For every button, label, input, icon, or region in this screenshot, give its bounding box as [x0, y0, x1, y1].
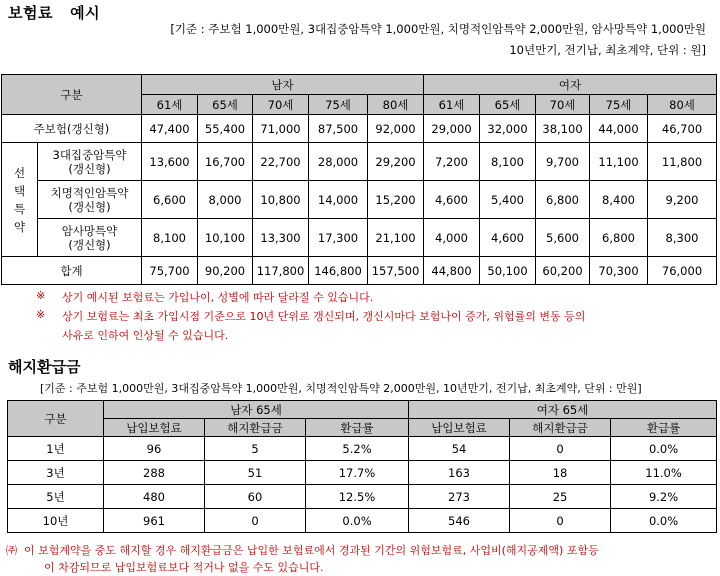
- cell: 28,000: [309, 143, 368, 181]
- cell: 44,800: [424, 257, 480, 285]
- cell: 55,400: [198, 115, 253, 143]
- header-category: 구분: [8, 401, 104, 437]
- cell: 10,800: [253, 181, 309, 219]
- subheader: 환급률: [306, 419, 409, 437]
- table-row: [8, 461, 717, 485]
- cell: 10,100: [198, 219, 253, 257]
- subheader: 납입보험료: [104, 419, 205, 437]
- subheader: 해지환급금: [205, 419, 306, 437]
- cell: 8,300: [648, 219, 717, 257]
- cell: 96: [104, 437, 205, 461]
- cell: 6,600: [142, 181, 198, 219]
- cell: 5.2%: [306, 437, 409, 461]
- cell: 8,100: [142, 219, 198, 257]
- char: 택: [13, 183, 26, 198]
- cell: 29,200: [368, 143, 424, 181]
- cell: 71,000: [253, 115, 309, 143]
- subheader: 해지환급금: [510, 419, 611, 437]
- row-label: 5년: [8, 485, 104, 509]
- cell: 38,100: [536, 115, 590, 143]
- subheader: 납입보험료: [409, 419, 510, 437]
- table-row: [8, 485, 717, 509]
- cell: 4,600: [424, 181, 480, 219]
- cell: 5: [205, 437, 306, 461]
- cell: 8,400: [590, 181, 648, 219]
- header-female: 여자: [424, 75, 717, 95]
- row-label: [38, 181, 142, 219]
- age-header: 80세: [368, 95, 424, 115]
- cell: 87,500: [309, 115, 368, 143]
- cell: 17,300: [309, 219, 368, 257]
- age-header: 75세: [590, 95, 648, 115]
- char: 약: [13, 219, 26, 234]
- cell: 273: [409, 485, 510, 509]
- cell: 51: [205, 461, 306, 485]
- cell: 90,200: [198, 257, 253, 285]
- cell: 50,100: [480, 257, 536, 285]
- header-female-65: 여자 65세: [409, 401, 717, 419]
- cell: 47,400: [142, 115, 198, 143]
- cell: 60: [205, 485, 306, 509]
- cell: 22,700: [253, 143, 309, 181]
- label-line: 3대집중암특약: [52, 147, 127, 162]
- cell: 146,800: [309, 257, 368, 285]
- label-line: (갱신형): [68, 199, 111, 214]
- header-category: 구분: [2, 75, 142, 115]
- row-label-total: 합계: [2, 257, 142, 285]
- cell: 21,100: [368, 219, 424, 257]
- surrender-value-title: 해지환급금: [8, 358, 81, 376]
- row-label-main: 주보험(갱신형): [2, 115, 142, 143]
- cell: 17.7%: [306, 461, 409, 485]
- table-row: [2, 115, 717, 143]
- premium-note-2-line2: 사유로 인하여 인상될 수 있습니다.: [62, 329, 229, 342]
- cell: 0: [510, 509, 611, 533]
- premium-note-1: 상기 예시된 보험료는 가입나이, 성별에 따라 달라질 수 있습니다.: [62, 291, 374, 304]
- surrender-note-line2: 이 차감되므로 납입보험료보다 적거나 없을 수도 있습니다.: [44, 561, 324, 574]
- char: 특: [13, 201, 26, 216]
- cell: 44,000: [590, 115, 648, 143]
- table-row: [8, 437, 717, 461]
- premium-condition-line2: 10년만기, 전기납, 최초계약, 단위 : 원]: [509, 43, 706, 57]
- cell: 13,300: [253, 219, 309, 257]
- cell: 14,000: [309, 181, 368, 219]
- table-row-total: [2, 257, 717, 285]
- cell: 32,000: [480, 115, 536, 143]
- note-mark: ※: [36, 289, 46, 302]
- cell: 0.0%: [611, 437, 717, 461]
- cell: 117,800: [253, 257, 309, 285]
- label-line: 암사망특약: [61, 223, 118, 238]
- cell: 75,700: [142, 257, 198, 285]
- age-header: 80세: [648, 95, 717, 115]
- cell: 70,300: [590, 257, 648, 285]
- age-header: 65세: [480, 95, 536, 115]
- header-male: 남자: [142, 75, 424, 95]
- age-header: 70세: [536, 95, 590, 115]
- cell: 60,200: [536, 257, 590, 285]
- row-label: [38, 219, 142, 257]
- cell: 0: [205, 509, 306, 533]
- cell: 9,700: [536, 143, 590, 181]
- cell: 6,800: [590, 219, 648, 257]
- cell: 18: [510, 461, 611, 485]
- cell: 5,600: [536, 219, 590, 257]
- table-row: [2, 181, 717, 219]
- row-label: 1년: [8, 437, 104, 461]
- label-line: (갱신형): [68, 161, 111, 176]
- cell: 54: [409, 437, 510, 461]
- cell: 0.0%: [306, 509, 409, 533]
- cell: 6,800: [536, 181, 590, 219]
- char: 선: [13, 165, 26, 180]
- header-male-65: 남자 65세: [104, 401, 409, 419]
- premium-table: [1, 74, 717, 285]
- cell: 8,000: [198, 181, 253, 219]
- cell: 25: [510, 485, 611, 509]
- surrender-condition: [기준 : 주보험 1,000만원, 3대집중암특약 1,000만원, 치명적인암특약 2,000만원, 10년만기, 전기납, 최초계약, 단위 : 만원]: [40, 382, 642, 395]
- row-label: 10년: [8, 509, 104, 533]
- cell: 288: [104, 461, 205, 485]
- cell: 157,500: [368, 257, 424, 285]
- label-line: (갱신형): [68, 237, 111, 252]
- cell: 29,000: [424, 115, 480, 143]
- table-row: [8, 509, 717, 533]
- optional-rider-label: [2, 143, 38, 257]
- surrender-note-line1: 이 보험계약을 중도 해지할 경우 해지환급금은 납입한 보험료에서 경과된 기간의 위험보험료, 사업비(해지공제액) 포함등: [24, 544, 599, 557]
- age-header: 75세: [309, 95, 368, 115]
- premium-note-2-line1: 상기 보험료는 최초 가입시점 기준으로 10년 단위로 갱신되며, 갱신시마다 보험나이 증가, 위험률의 변동 등의: [62, 310, 586, 323]
- cell: 5,400: [480, 181, 536, 219]
- note-mark: ㈜: [6, 544, 17, 557]
- cell: 163: [409, 461, 510, 485]
- cell: 12.5%: [306, 485, 409, 509]
- cell: 46,700: [648, 115, 717, 143]
- cell: 9.2%: [611, 485, 717, 509]
- premium-condition-line1: [기준 : 주보험 1,000만원, 3대집중암특약 1,000만원, 치명적인암특약 2,000만원, 암사망특약 1,000만원: [170, 22, 706, 36]
- cell: 11.0%: [611, 461, 717, 485]
- age-header: 61세: [142, 95, 198, 115]
- premium-example-title: 보험료 예시: [8, 4, 101, 22]
- row-label: 3년: [8, 461, 104, 485]
- cell: 15,200: [368, 181, 424, 219]
- cell: 546: [409, 509, 510, 533]
- row-label: [38, 143, 142, 181]
- cell: 480: [104, 485, 205, 509]
- cell: 4,000: [424, 219, 480, 257]
- cell: 9,200: [648, 181, 717, 219]
- table-row: [2, 143, 717, 181]
- age-header: 61세: [424, 95, 480, 115]
- cell: 4,600: [480, 219, 536, 257]
- cell: 0: [510, 437, 611, 461]
- subheader: 환급률: [611, 419, 717, 437]
- cell: 11,800: [648, 143, 717, 181]
- cell: 13,600: [142, 143, 198, 181]
- cell: 76,000: [648, 257, 717, 285]
- cell: 92,000: [368, 115, 424, 143]
- cell: 0.0%: [611, 509, 717, 533]
- note-mark: ※: [36, 308, 46, 321]
- cell: 16,700: [198, 143, 253, 181]
- age-header: 70세: [253, 95, 309, 115]
- cell: 11,100: [590, 143, 648, 181]
- table-row: [2, 219, 717, 257]
- label-line: 치명적인암특약: [50, 185, 129, 200]
- cell: 7,200: [424, 143, 480, 181]
- cell: 961: [104, 509, 205, 533]
- age-header: 65세: [198, 95, 253, 115]
- cell: 8,100: [480, 143, 536, 181]
- surrender-value-table: [7, 400, 717, 533]
